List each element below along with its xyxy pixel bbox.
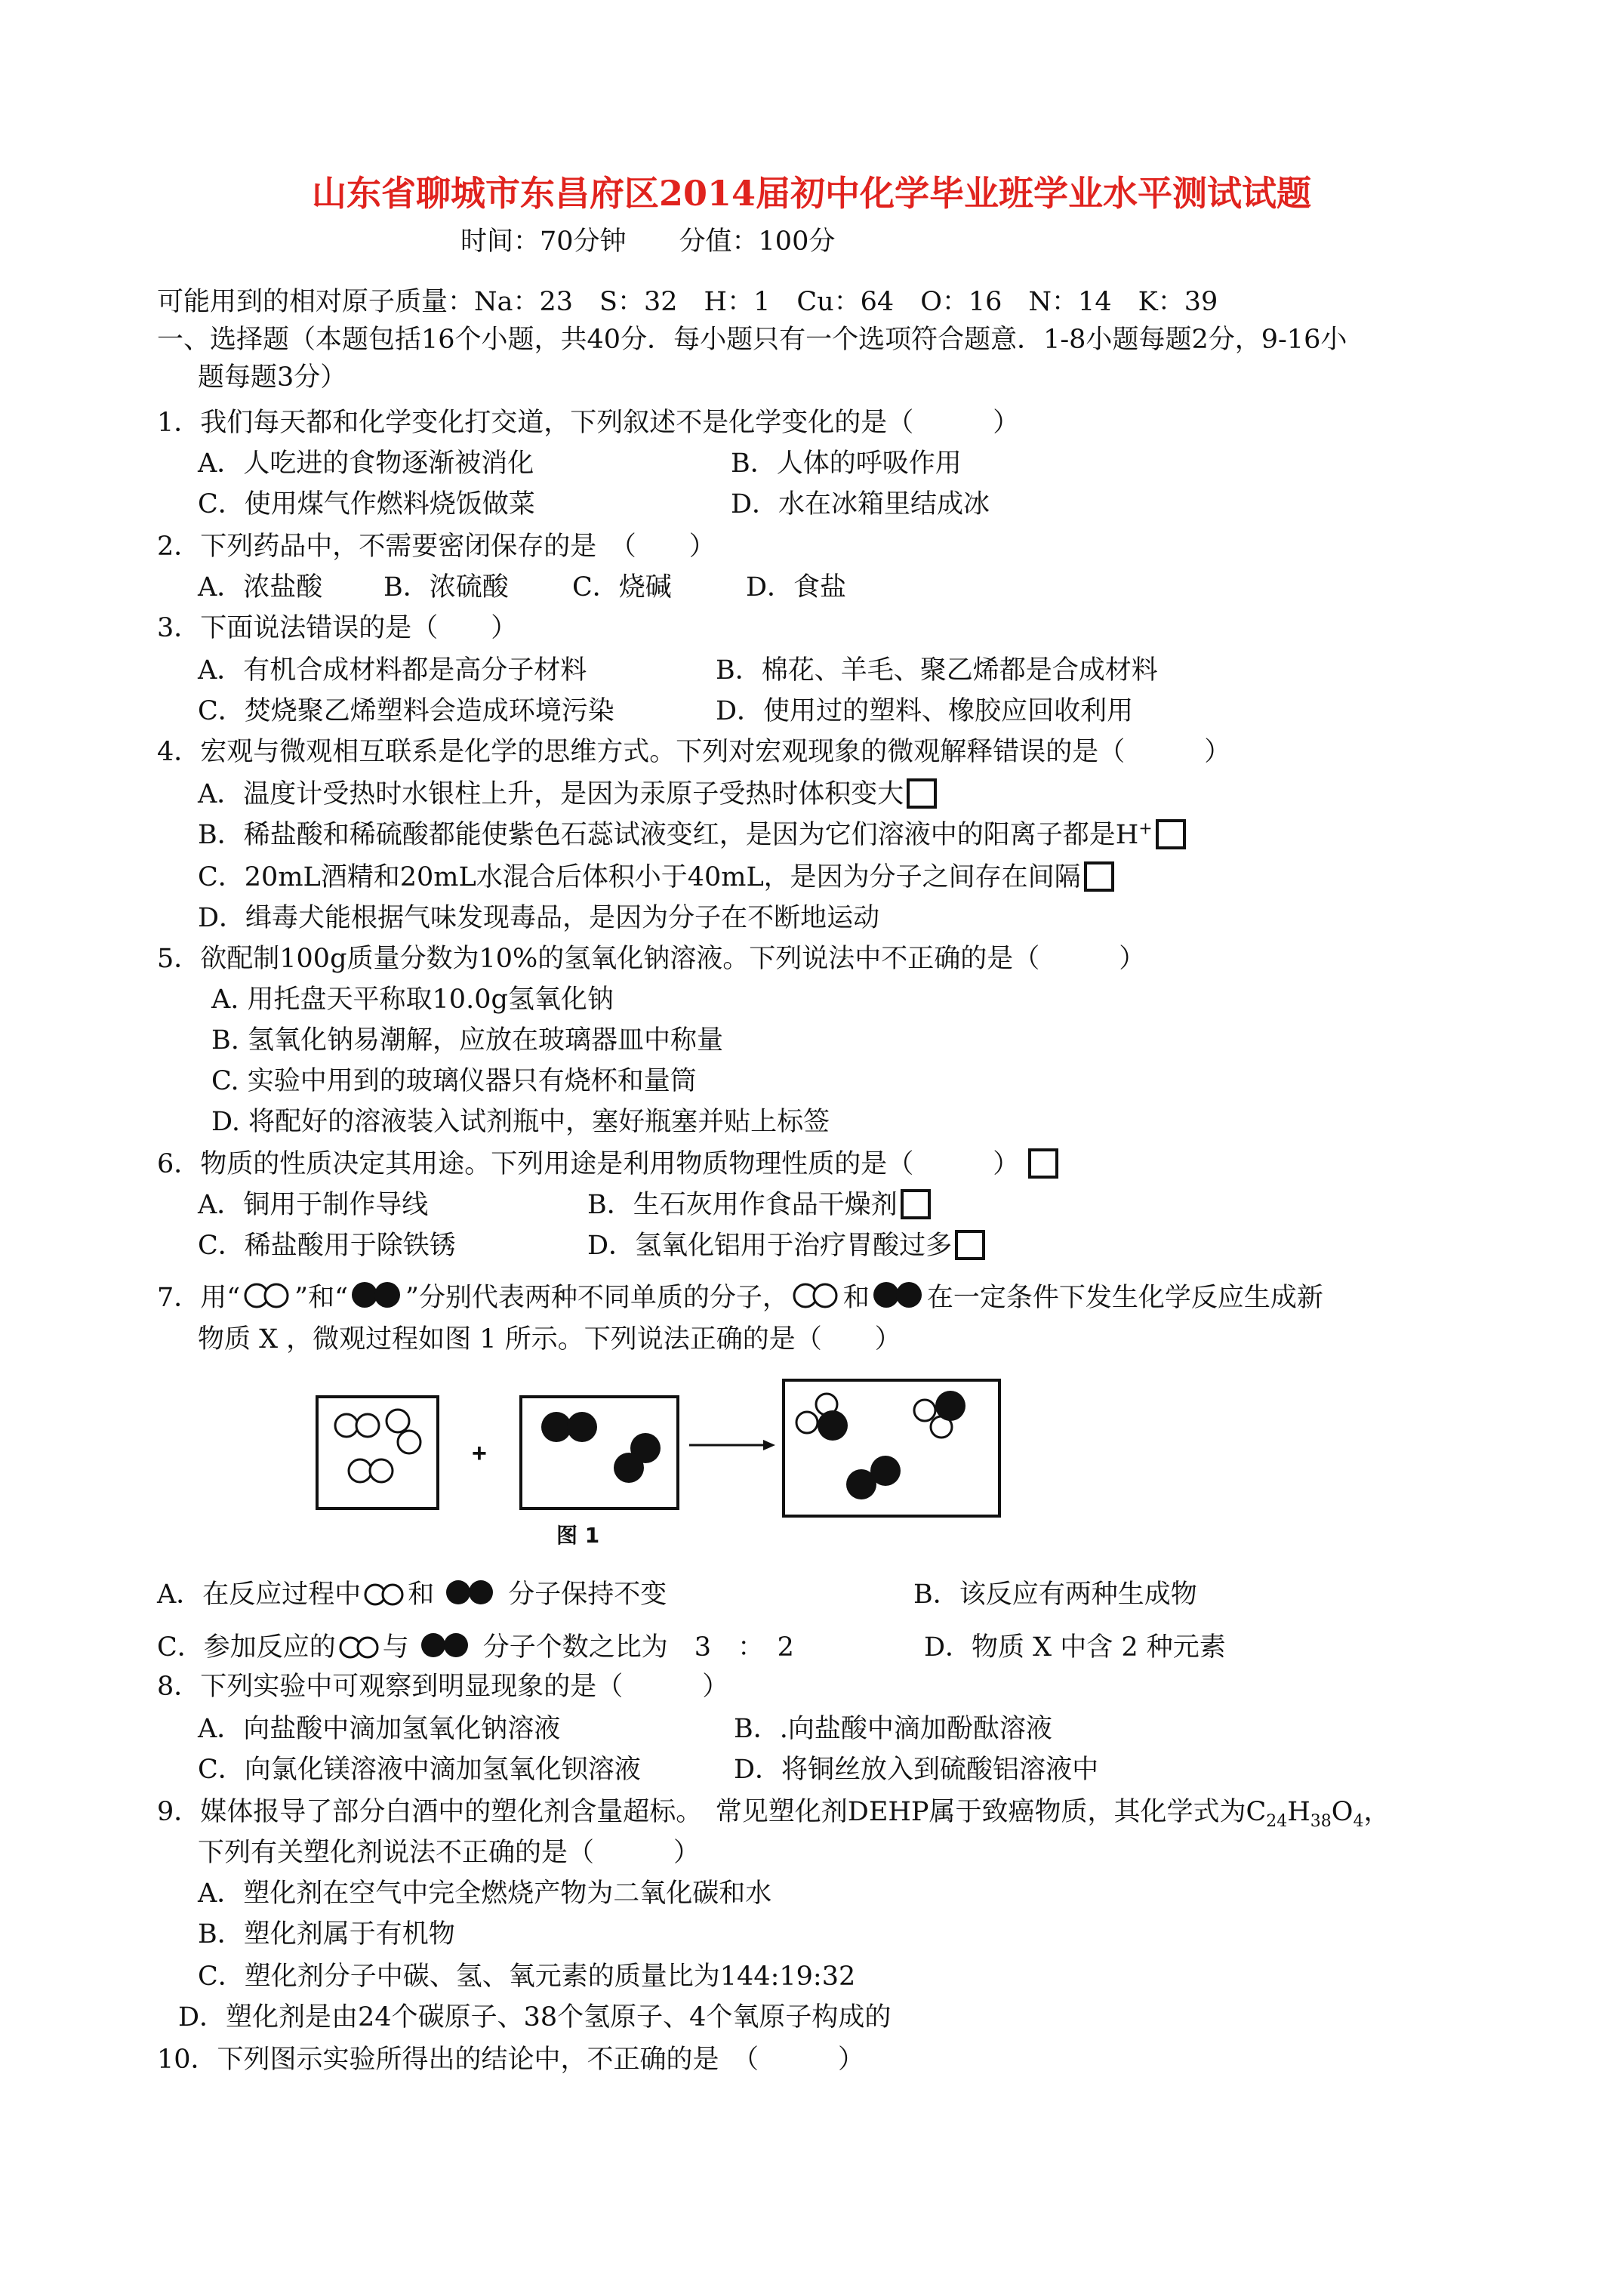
document-title: 山东省聊城市东昌府区2014届初中化学毕业班学业水平测试试题 (311, 173, 1312, 214)
q6-option-b-text: B．生石灰用作食品干燥剂 (587, 1190, 898, 1220)
answer-box (1084, 861, 1114, 892)
q4-option-b (198, 817, 1186, 853)
q6-option-b (587, 1187, 931, 1223)
q6-option-d-text: D．氢氧化铝用于治疗胃酸过多 (587, 1231, 953, 1261)
q9-option-a: A．塑化剂在空气中完全燃烧产物为二氧化碳和水 (198, 1878, 772, 1909)
q2-option-b: B．浓硫酸 (383, 572, 509, 603)
exam-meta: 时间：70分钟 分值：100分 (460, 227, 836, 257)
q10-stem: 10．下列图示实验所得出的结论中，不正确的是 （ ） (157, 2045, 865, 2075)
figure-caption: 图 1 (556, 1523, 600, 1546)
q9-formula-sub-o: 4 (1353, 1812, 1364, 1831)
q9-formula-o: O (1331, 1797, 1354, 1827)
q1-stem: 1．我们每天都和化学变化打交道，下列叙述不是化学变化的是（ ） (157, 408, 1020, 438)
q6-stem (157, 1146, 1058, 1182)
q8-option-b: B．.向盐酸中滴加酚酞溶液 (734, 1714, 1052, 1744)
q9-option-c: C．塑化剂分子中碳、氢、氧元素的质量比为144:19:32 (198, 1962, 856, 1992)
q1-option-b: B．人体的呼吸作用 (731, 448, 962, 479)
q7-stem-line2: 物质 X ，微观过程如图 1 所示。下列说法正确的是（ ） (198, 1324, 901, 1354)
q7-option-b: B．该反应有两种生成物 (913, 1579, 1197, 1610)
q7-option-a-part3: 分子保持不变 (508, 1579, 667, 1610)
q2-option-a: A．浓盐酸 (198, 572, 323, 603)
q2-option-c: C．烧碱 (572, 572, 672, 603)
q8-stem: 8．下列实验中可观察到明显现象的是（ ） (157, 1672, 729, 1702)
q4-option-b-superscript: + (1138, 819, 1153, 839)
q3-stem: 3．下面说法错误的是（ ） (157, 613, 518, 643)
q3-option-a: A．有机合成材料都是高分子材料 (198, 655, 587, 686)
q7-stem-part3: ”分别代表两种不同单质的分子， (405, 1283, 789, 1313)
q5-option-c: C. 实验中用到的玻璃仪器只有烧杯和量筒 (211, 1066, 697, 1096)
q7-option-c (157, 1629, 794, 1666)
q9-stem-tail: ， (1363, 1797, 1390, 1827)
q4-option-b-text: B．稀盐酸和稀硫酸都能使紫色石蕊试液变红，是因为它们溶液中的阳离子都是H (198, 820, 1139, 850)
answer-box (901, 1189, 931, 1219)
q7-stem (157, 1279, 1323, 1315)
q4-option-c-text: C．20mL酒精和20mL水混合后体积小于40mL，是因为分子之间存在间隔 (198, 862, 1081, 892)
q7-option-a-part1: A．在反应过程中 (157, 1579, 362, 1610)
answer-box (1028, 1148, 1058, 1179)
section-header-line1: 一、选择题（本题包括16个小题，共40分．每小题只有一个选项符合题意．1-8小题每题2分，9-16小 (157, 325, 1347, 355)
q4-option-a-text: A．温度计受热时水银柱上升，是因为汞原子受热时体积变大 (198, 779, 904, 809)
q7-stem-part2: ”和“ (294, 1283, 348, 1313)
q3-option-d: D．使用过的塑料、橡胶应回收利用 (716, 696, 1134, 726)
q6-option-c: C．稀盐酸用于除铁锈 (198, 1231, 456, 1261)
q4-option-a (198, 776, 937, 812)
q3-option-b: B．棉花、羊毛、聚乙烯都是合成材料 (716, 655, 1158, 686)
q9-formula-sub-c: 24 (1266, 1812, 1288, 1831)
white-molecule-icon (361, 1582, 408, 1607)
black-molecule-icon (348, 1279, 405, 1311)
answer-box (955, 1230, 985, 1260)
q2-option-d: D．食盐 (746, 572, 847, 603)
q8-option-a: A．向盐酸中滴加氢氧化钠溶液 (198, 1714, 561, 1744)
white-molecule-icon (336, 1635, 383, 1660)
q9-formula-sub-h: 38 (1310, 1812, 1332, 1831)
q7-option-a-part2: 和 (408, 1579, 435, 1610)
q7-option-d: D．物质 X 中含 2 种元素 (924, 1632, 1226, 1663)
black-molecule-icon (417, 1630, 476, 1660)
white-molecule-icon (789, 1281, 843, 1311)
q6-option-a: A．铜用于制作导线 (198, 1190, 429, 1220)
reactant-box-1 (317, 1397, 438, 1509)
q9-option-d: D．塑化剂是由24个碳原子、38个氢原子、4个氧原子构成的 (178, 2002, 892, 2032)
atomic-mass-line: 可能用到的相对原子质量：Na：23 S：32 H：1 Cu：64 O：16 N：14 K：39 (157, 287, 1218, 317)
q9-stem-line2: 下列有关塑化剂说法不正确的是（ ） (198, 1838, 701, 1868)
q4-stem: 4．宏观与微观相互联系是化学的思维方式。下列对宏观现象的微观解释错误的是（ ） (157, 737, 1231, 767)
section-header-line2: 题每题3分） (198, 362, 347, 393)
q8-option-d: D．将铜丝放入到硫酸铝溶液中 (734, 1755, 1099, 1785)
q5-option-d: D. 将配好的溶液装入试剂瓶中，塞好瓶塞并贴上标签 (211, 1107, 830, 1137)
q9-option-b: B．塑化剂属于有机物 (198, 1919, 455, 1949)
black-molecule-icon (442, 1577, 500, 1607)
q1-option-c: C．使用煤气作燃料烧饭做菜 (198, 489, 535, 519)
q7-option-a (157, 1576, 667, 1613)
white-molecule-icon (240, 1281, 294, 1311)
q3-option-c: C．焚烧聚乙烯塑料会造成环境污染 (198, 696, 614, 726)
q9-formula-h: H (1287, 1797, 1310, 1827)
answer-box (1156, 819, 1186, 849)
q7-option-c-part2: 与 (382, 1632, 409, 1663)
q7-option-c-part1: C．参加反应的 (157, 1632, 336, 1663)
q5-option-b: B. 氢氧化钠易潮解，应放在玻璃器皿中称量 (211, 1025, 723, 1056)
q9-stem (157, 1794, 1390, 1830)
black-molecule-icon (870, 1279, 927, 1311)
q5-stem: 5．欲配制100g质量分数为10%的氢氧化钠溶液。下列说法中不正确的是（ ） (157, 944, 1146, 974)
q9-stem-text: 9．媒体报导了部分白酒中的塑化剂含量超标。 常见塑化剂DEHP属于致癌物质，其化学式为C (157, 1797, 1267, 1827)
q2-stem: 2．下列药品中，不需要密闭保存的是 （ ） (157, 532, 716, 562)
q7-stem-part1: 7．用“ (157, 1283, 241, 1313)
q7-option-c-part3: 分子个数之比为 3 ： 2 (482, 1632, 794, 1663)
q7-stem-part5: 在一定条件下发生化学反应生成新 (926, 1283, 1323, 1313)
q1-option-a: A．人吃进的食物逐渐被消化 (198, 448, 534, 479)
q6-stem-text: 6．物质的性质决定其用途。下列用途是利用物质物理性质的是（ ） (157, 1149, 1020, 1179)
q4-option-c (198, 859, 1114, 895)
figure-1-reaction-diagram (313, 1373, 1355, 1546)
q4-option-d: D．缉毒犬能根据气味发现毒品，是因为分子在不断地运动 (198, 903, 880, 933)
q7-stem-part4: 和 (842, 1283, 870, 1313)
answer-box (907, 778, 937, 809)
q1-option-d: D．水在冰箱里结成冰 (731, 489, 990, 519)
q8-option-c: C．向氯化镁溶液中滴加氢氧化钡溶液 (198, 1755, 641, 1785)
q5-option-a: A. 用托盘天平称取10.0g氢氧化钠 (211, 985, 614, 1015)
q6-option-d (587, 1228, 985, 1264)
figure-plus-sign: + (472, 1439, 487, 1468)
